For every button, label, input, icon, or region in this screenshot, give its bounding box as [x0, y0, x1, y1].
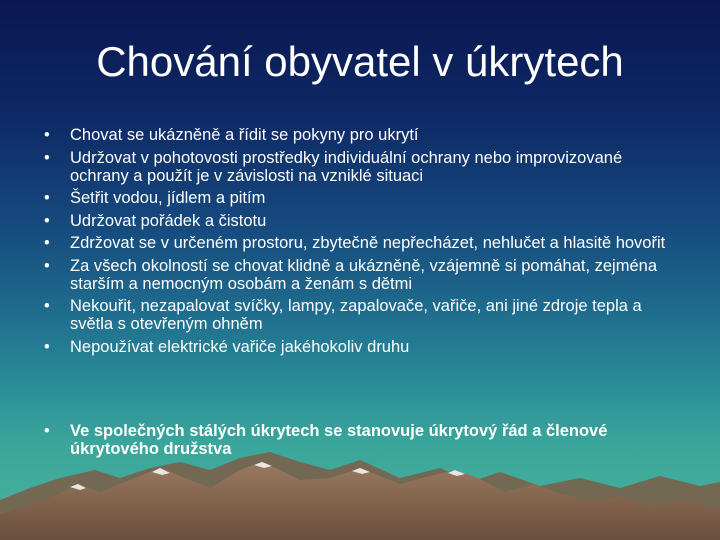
bullet-list: [40, 126, 680, 360]
bullet-marker: •: [44, 337, 50, 356]
list-item: [40, 126, 680, 144]
bullet-marker: •: [44, 297, 50, 315]
list-item: [40, 149, 680, 185]
bullet-marker: •: [44, 422, 50, 440]
bullet-marker: •: [44, 211, 50, 230]
list-item: [40, 422, 680, 458]
bullet-marker: •: [44, 256, 50, 275]
list-item-text: Šetřit vodou, jídlem a pitím: [70, 189, 266, 207]
list-item-text: Nekouřit, nezapalovat svíčky, lampy, zapalovače, vařiče, ani jiné zdroje tepla a světla s otevřeným ohněm: [70, 297, 642, 333]
bullet-marker: •: [44, 126, 50, 144]
list-item: [40, 189, 680, 207]
list-item: [40, 212, 680, 230]
list-item: [40, 338, 680, 356]
list-item: [40, 297, 680, 333]
bold-bullet-list: [40, 422, 680, 458]
bullet-marker: •: [44, 148, 50, 167]
bullet-marker: •: [44, 234, 50, 252]
list-item: [40, 257, 680, 293]
list-item-text: Zdržovat se v určeném prostoru, zbytečně nepřecházet, nehlučet a hlasitě hovořit: [70, 234, 666, 252]
list-item-text: Nepoužívat elektrické vařiče jakéhokoliv druhu: [70, 337, 410, 356]
list-item-text: Udržovat v pohotovosti prostředky individuální ochrany nebo improvizované ochrany a použít je v závislosti na vzniklé situaci: [70, 148, 623, 185]
list-item-text: Udržovat pořádek a čistotu: [70, 211, 267, 230]
list-item-text: Chovat se ukázněně a řídit se pokyny pro ukrytí: [70, 126, 419, 144]
list-item-text: Ve společných stálých úkrytech se stanovuje úkrytový řád a členové úkrytového družstva: [70, 422, 608, 458]
list-item-text: Za všech okolností se chovat klidně a ukázněně, vzájemně si pomáhat, zejména starším a nemocným osobám a ženám s dětmi: [70, 256, 657, 293]
slide-title: Chování obyvatel v úkrytech: [96, 38, 624, 85]
list-item: [40, 234, 680, 252]
bullet-marker: •: [44, 189, 50, 207]
